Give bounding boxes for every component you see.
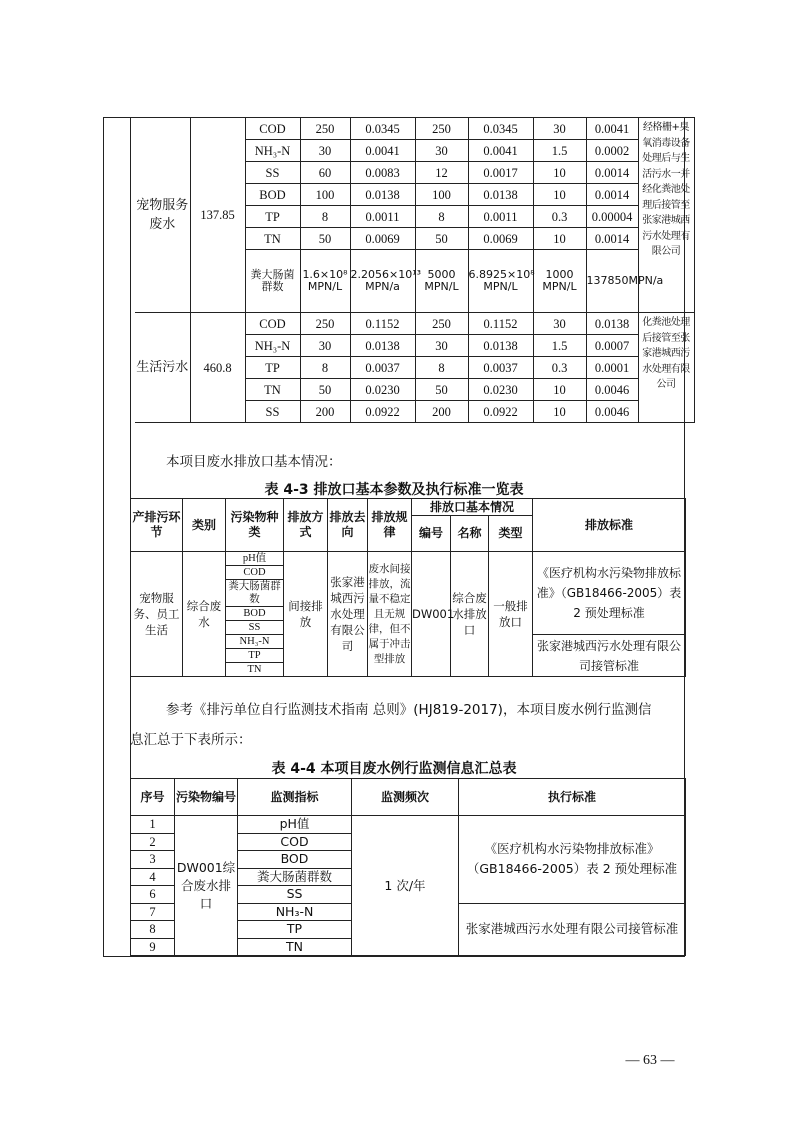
- header-type: 类别: [183, 499, 226, 552]
- wastewater-pollutant-table: [135, 117, 695, 423]
- table-4-3-caption: 表 4-3 排放口基本参数及执行标准一览表: [264, 482, 524, 498]
- value-cell: 0.0014: [586, 184, 638, 206]
- pollutant-cell: 粪大肠菌群数: [226, 580, 284, 607]
- value-cell: NH₃-N: [245, 335, 300, 357]
- value-cell: 10: [533, 379, 586, 401]
- value-cell: 0.3: [533, 357, 586, 379]
- row-number-cell: 3: [131, 851, 175, 869]
- header-frequency: 监测频次: [352, 779, 459, 816]
- value-cell: 1.5: [533, 335, 586, 357]
- value-cell: 5000 MPN/L: [415, 250, 468, 313]
- value-cell: 0.0138: [350, 184, 415, 206]
- value-cell: 12: [415, 162, 468, 184]
- value-cell: 100: [300, 184, 350, 206]
- pollutant-cell: BOD: [226, 607, 284, 621]
- header-outlet-code: 污染物编号: [175, 779, 238, 816]
- type-cell: 综合废水: [183, 552, 226, 677]
- pattern-cell: 废水间接排放，流量不稳定且无规律，但不属于冲击型排放: [368, 552, 412, 677]
- value-cell: 1000 MPN/L: [533, 250, 586, 313]
- value-cell: 250: [300, 313, 350, 335]
- paragraph-monitoring-ref-line1: 参考《排污单位自行监测技术指南 总则》(HJ819-2017)，本项目废水例行监测信: [166, 702, 652, 718]
- value-cell: 0.0138: [468, 335, 533, 357]
- standard-cell-medical: 《医疗机构水污染物排放标准》（GB18466-2005）表 2 预处理标准: [533, 552, 686, 635]
- value-cell: 0.0041: [350, 140, 415, 162]
- value-cell: 30: [300, 140, 350, 162]
- value-cell: 粪大肠菌群数: [245, 250, 300, 313]
- value-cell: 0.0011: [468, 206, 533, 228]
- header-pattern: 排放规律: [368, 499, 412, 552]
- value-cell: 0.0041: [586, 118, 638, 140]
- value-cell: 0.0002: [586, 140, 638, 162]
- value-cell: 0.0922: [468, 401, 533, 423]
- row-number-cell: 2: [131, 833, 175, 851]
- pollutant-cell: pH值: [226, 552, 284, 566]
- value-cell: 1.5: [533, 140, 586, 162]
- value-cell: 1.6×10⁸ MPN/L: [300, 250, 350, 313]
- standard-cell-intake: 张家港城西污水处理有限公司接管标准: [533, 635, 686, 677]
- row-number-cell: 6: [131, 886, 175, 904]
- header-indicator: 监测指标: [238, 779, 352, 816]
- header-kind: 类型: [489, 516, 533, 552]
- value-cell: 250: [300, 118, 350, 140]
- value-cell: 10: [533, 401, 586, 423]
- value-cell: 30: [415, 140, 468, 162]
- pollutant-cell: TN: [226, 663, 284, 677]
- value-cell: 0.0230: [350, 379, 415, 401]
- value-cell: 250: [415, 313, 468, 335]
- value-cell: TN: [245, 228, 300, 250]
- value-cell: 50: [415, 379, 468, 401]
- exec-standard-intake: 张家港城西污水处理有限公司接管标准: [459, 903, 686, 956]
- value-cell: 137850MPN/a: [586, 250, 638, 313]
- name-cell: 综合废水排放口: [451, 552, 489, 677]
- value-cell: 30: [415, 335, 468, 357]
- pollutant-cell: NH₃-N: [226, 635, 284, 649]
- header-method: 排放方式: [284, 499, 328, 552]
- table-row: [131, 816, 686, 834]
- value-cell: 100: [415, 184, 468, 206]
- header-no: 序号: [131, 779, 175, 816]
- indicator-cell: COD: [238, 833, 352, 851]
- value-cell: 250: [415, 118, 468, 140]
- indicator-cell: 粪大肠菌群数: [238, 868, 352, 886]
- value-cell: 0.1152: [350, 313, 415, 335]
- value-cell: 0.0046: [586, 379, 638, 401]
- value-cell: 10: [533, 162, 586, 184]
- value-cell: COD: [245, 313, 300, 335]
- table-row: [135, 313, 694, 335]
- value-cell: 0.0138: [586, 313, 638, 335]
- value-cell: 0.0922: [350, 401, 415, 423]
- destination-cell: 张家港城西污水处理有限公司: [328, 552, 368, 677]
- value-cell: 50: [415, 228, 468, 250]
- header-name: 名称: [451, 516, 489, 552]
- treatment-note-cell: 化粪池处理后接管至张家港城西污水处理有限公司: [638, 313, 694, 423]
- value-cell: 60: [300, 162, 350, 184]
- header-stage: 产排污环节: [131, 499, 183, 552]
- exec-standard-medical: 《医疗机构水污染物排放标准》（GB18466-2005）表 2 预处理标准: [459, 816, 686, 904]
- volume-cell: 460.8: [190, 313, 245, 423]
- frequency-cell: 1 次/年: [352, 816, 459, 956]
- value-cell: 0.0001: [586, 357, 638, 379]
- value-cell: 8: [415, 206, 468, 228]
- value-cell: 8: [300, 206, 350, 228]
- value-cell: 0.0037: [468, 357, 533, 379]
- value-cell: 0.0007: [586, 335, 638, 357]
- value-cell: BOD: [245, 184, 300, 206]
- value-cell: 0.0345: [350, 118, 415, 140]
- row-number-cell: 1: [131, 816, 175, 834]
- value-cell: 0.3: [533, 206, 586, 228]
- indicator-cell: TP: [238, 921, 352, 939]
- stage-cell: 宠物服务、员工生活: [131, 552, 183, 677]
- value-cell: 0.0345: [468, 118, 533, 140]
- pollutant-cell: SS: [226, 621, 284, 635]
- pollutant-cell: COD: [226, 566, 284, 580]
- value-cell: 0.0083: [350, 162, 415, 184]
- value-cell: 200: [415, 401, 468, 423]
- value-cell: SS: [245, 162, 300, 184]
- kind-cell: 一般排放口: [489, 552, 533, 677]
- value-cell: TN: [245, 379, 300, 401]
- header-destination: 排放去向: [328, 499, 368, 552]
- value-cell: 0.0069: [350, 228, 415, 250]
- value-cell: 50: [300, 228, 350, 250]
- header-code: 编号: [412, 516, 451, 552]
- value-cell: 0.1152: [468, 313, 533, 335]
- value-cell: 30: [533, 313, 586, 335]
- header-standard: 排放标准: [533, 499, 686, 552]
- value-cell: 30: [533, 118, 586, 140]
- value-cell: 8: [415, 357, 468, 379]
- value-cell: 0.0069: [468, 228, 533, 250]
- value-cell: TP: [245, 357, 300, 379]
- row-number-cell: 7: [131, 903, 175, 921]
- value-cell: 0.0041: [468, 140, 533, 162]
- page-number: — 63 —: [625, 1053, 675, 1068]
- value-cell: 0.0011: [350, 206, 415, 228]
- value-cell: 50: [300, 379, 350, 401]
- category-cell: 宠物服务废水: [135, 118, 190, 313]
- value-cell: 0.0014: [586, 162, 638, 184]
- indicator-cell: SS: [238, 886, 352, 904]
- code-cell: DW001: [412, 552, 451, 677]
- value-cell: COD: [245, 118, 300, 140]
- table-row: [131, 552, 686, 566]
- method-cell: 间接排放: [284, 552, 328, 677]
- outlet-cell: DW001综合废水排口: [175, 816, 238, 956]
- indicator-cell: TN: [238, 938, 352, 956]
- value-cell: 0.0138: [468, 184, 533, 206]
- row-number-cell: 4: [131, 868, 175, 886]
- table-row: [135, 118, 694, 140]
- volume-cell: 137.85: [190, 118, 245, 313]
- treatment-note-cell: 经格栅+臭氧消毒设备处理后与生活污水一并经化粪池处理后接管至张家港城西污水处理有限公司: [638, 118, 694, 313]
- outlet-parameters-table: [130, 498, 686, 677]
- header-exec-standard: 执行标准: [459, 779, 686, 816]
- value-cell: 0.0014: [586, 228, 638, 250]
- value-cell: NH₃-N: [245, 140, 300, 162]
- indicator-cell: NH₃-N: [238, 903, 352, 921]
- value-cell: 0.00004: [586, 206, 638, 228]
- value-cell: SS: [245, 401, 300, 423]
- indicator-cell: pH值: [238, 816, 352, 834]
- monitoring-info-table: [130, 778, 686, 956]
- value-cell: 200: [300, 401, 350, 423]
- pollutant-cell: TP: [226, 649, 284, 663]
- value-cell: 30: [300, 335, 350, 357]
- paragraph-monitoring-ref-line2: 息汇总于下表所示：: [130, 732, 252, 748]
- category-cell: 生活污水: [135, 313, 190, 423]
- value-cell: 2.2056×10¹³ MPN/a: [350, 250, 415, 313]
- value-cell: 0.0037: [350, 357, 415, 379]
- value-cell: 0.0230: [468, 379, 533, 401]
- paragraph-outlet-intro: 本项目废水排放口基本情况：: [166, 454, 342, 470]
- row-number-cell: 9: [131, 938, 175, 956]
- value-cell: 10: [533, 228, 586, 250]
- value-cell: 0.0046: [586, 401, 638, 423]
- row-number-cell: 8: [131, 921, 175, 939]
- value-cell: 8: [300, 357, 350, 379]
- value-cell: 0.0138: [350, 335, 415, 357]
- table-4-4-caption: 表 4-4 本项目废水例行监测信息汇总表: [271, 761, 517, 777]
- header-outlet-info: 排放口基本情况: [412, 499, 533, 516]
- value-cell: 10: [533, 184, 586, 206]
- value-cell: 0.0017: [468, 162, 533, 184]
- value-cell: 6.8925×10⁸ MPN/L: [468, 250, 533, 313]
- value-cell: TP: [245, 206, 300, 228]
- header-pollutants: 污染物种类: [226, 499, 284, 552]
- indicator-cell: BOD: [238, 851, 352, 869]
